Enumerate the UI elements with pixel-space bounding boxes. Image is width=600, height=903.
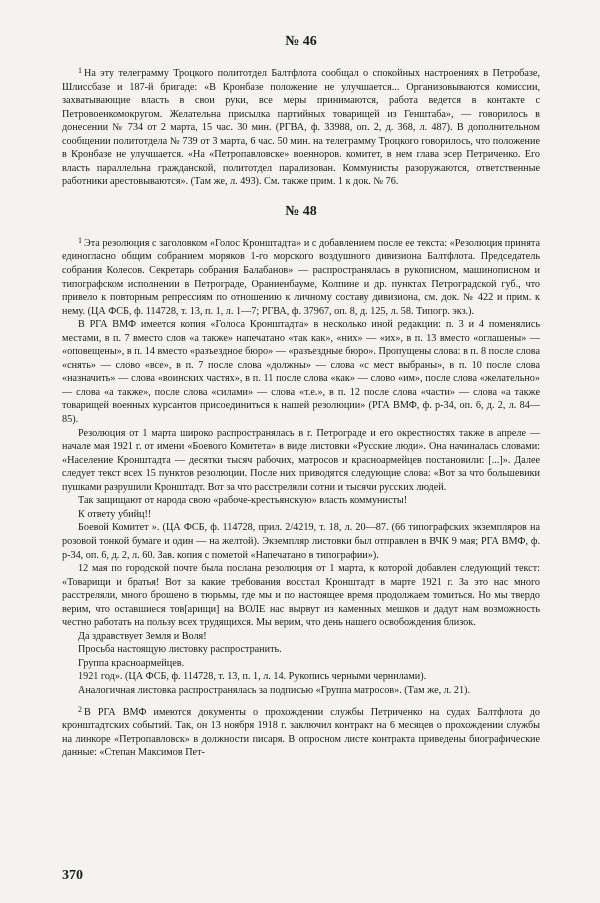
note-48-footnote-2: $^2$ В РГА ВМФ имеются документы о прохождении службы Петриченко на судах Балтфлота до кронштадтских событий. Так, он 13 ноября 1918 г. заключил контракт на 6 месяцев о прохождении службы на линкоре «Петропавловск» в должности писаря. В опросном листе контракта приведены биографические данные: «Степан Максимов Пет-	[62, 704, 540, 759]
similar-leaflet-paragraph: Аналогичная листовка распространялась за подписью «Группа матросов». (Там же, л. 21).	[78, 684, 470, 696]
footnote-marker: 1	[78, 235, 82, 245]
postcard-paragraph: 12 мая по городской почте была послана резолюция от 1 марта, к которой добавлен следующий текст: «Товарищи и братья! Вот за какие требования восстал Кронштадт в марте 1921 г. За это нас много расстреляли, много брошено в тюрьмы, где мы и по настоящее время продолжаем томиться. Но мы твердо верим, что оставшиеся тов[арищи] на ВОЛЕ нас вырвут из каменных мешков и дадут нам возможность честно работать на пользу всех трудящихся. Мы верим, что день нашего освобождения близок.	[62, 563, 540, 629]
note-46-paragraph: $^1$ На эту телеграмму Троцкого политотдел Балтфлота сообщал о спокойных настроениях в Петробазе, Шлиссбазе и 187-й бригаде: «В Кронбазе положение не улучшается... Организовываются комиссии, захватывающие власть в свои руки, все меры принимаются, работа ведется в контакте с Петровоенкомокругом. Желательна присылка партийных товарищей из Генштаба», — говорилось в донесении № 734 от 2 марта, 15 час. 30 мин. (РГВА, ф. 33988, оп. 2, д. 368, л. 487). В дополнительном сообщении политотдела № 739 от 3 марта, 6 час. 50 мин. на телеграмму Троцкого говорилось, что положение в Кронбазе не улучшается. «На «Петропавловске» военноров. комитет, в нем глава эсер Петриченко. Его власть параллельна гражданской, политотдел парализован. Коммунисты разоружаются, ответственные работники арестовываются». (Там же, л. 493). См. также прим. 1 к док. № 76.	[62, 66, 540, 188]
leaflet-source: (ЦА ФСБ, ф. 114728, прил. 2/4219, т. 18, л. 20—87. (66 типографских экземпляров на розовой тонкой бумаге и один — на желтой). Экземпляр листовки был отправлен в ВЧК 9 мая; РГА ВМФ, ф. р-34, оп. 6, д. 2, л. 60. Зав. копия с пометой «Напечатано в типографии»).	[62, 522, 540, 561]
page-number: 370	[62, 868, 83, 883]
leaflet-line: Боевой Комитет ». (ЦА ФСБ, ф. 114728, прил. 2/4219, т. 18, л. 20—87. (66 типографских экземпляров на розовой тонкой бумаге и один — на желтой). Экземпляр листовки был отправлен в ВЧК 9 мая; РГА ВМФ, ф. р-34, оп. 6, д. 2, л. 60. Зав. копия с пометой «Напечатано в типографии»).	[62, 522, 540, 561]
footnote-marker: 1	[78, 66, 82, 75]
footnote-marker: 2	[78, 704, 82, 714]
postcard-line: Группа красноармейцев.	[78, 657, 185, 669]
note-48-paragraph-2: В РГА ВМФ имеется копия «Голоса Кронштадта» в несколько иной редакции: п. 3 и 4 поменялись местами, в п. 7 вместо слов «а также» напечатано «так как», «них» — «их», в п. 13 вместо «оглашены» — «оповещены», в п. 14 вместо «разъездное бюро» — «разъездные бюро». Пропущены слова: в п. 8 после слова «снять» — слово «все», в п. 7 после слова «должны» — слова «с мест выбраны», в п. 10 после слова «назначить» — слова «воинских частях», в п. 11 после слова «как» — слово «им», после слова «желательно» — слова «а также», после слова «силами» — слова «т.е.», в п. 12 после слова «части» — слова «а также товарищей военных курсантов присоединиться к нашей резолюции» (РГА ВМФ, ф. р-34, оп. 6, д. 2, л. 84—85).	[62, 319, 540, 426]
leaflet-line: К ответу убийц!!	[78, 508, 152, 520]
note-48-paragraph-3: Резолюция от 1 марта широко распространялась в г. Петрограде и его окрестностях также в апреле — начале мая 1921 г. от имени «Боевого Комитета» в виде листовки «Русские люди». Она начиналась словами: «Население Кронштадта — десятки тысяч рабочих, матросов и красноармейцев постановили: [...]». Далее следует текст всех 15 пунктов резолюции. После них приводятся следующие слова: «Вот за что большевики пушками разрушили Кронштадт. Вот за что расстреляли сотни и тысячи русских людей.	[62, 427, 540, 493]
heading-doc-48: № 48	[285, 203, 317, 219]
leaflet-line: Так защищают от народа свою «рабоче-крестьянскую» власть коммунисты!	[78, 495, 408, 507]
postcard-line: Просьба настоящую листовку распространить.	[78, 644, 282, 656]
heading-doc-46: № 46	[285, 34, 317, 49]
postcard-source: 1921 год». (ЦА ФСБ, ф. 114728, т. 13, п. 1, л. 14. Рукопись черными чернилами).	[78, 671, 427, 683]
note-48-paragraph-1: $^1$ Эта резолюция с заголовком «Голос Кронштадта» и с добавлением после ее текста: «Резолюция принята единогласно общим собранием моряков 1-го морского воздушного дивизиона Балтфлота. Председатель собрания Колесов. Секретарь собрания Балабанов» — распространялась в рукописном, машинописном и типографском исполнении в Петрограде, Ораниенбауме, Колпине и др. пунктах Петроградской губ., что привело к повторным репрессиям по отношению к личному составу дивизиона, см. док. № 422 и прим. к нему. (ЦА ФСБ, ф. 114728, т. 13, п. 1, л. 1—7; РГВА, ф. 37967, оп. 8, д. 125, л. 58. Типогр. экз.).	[62, 235, 540, 317]
postcard-line: Да здравствует Земля и Воля!	[78, 630, 207, 642]
